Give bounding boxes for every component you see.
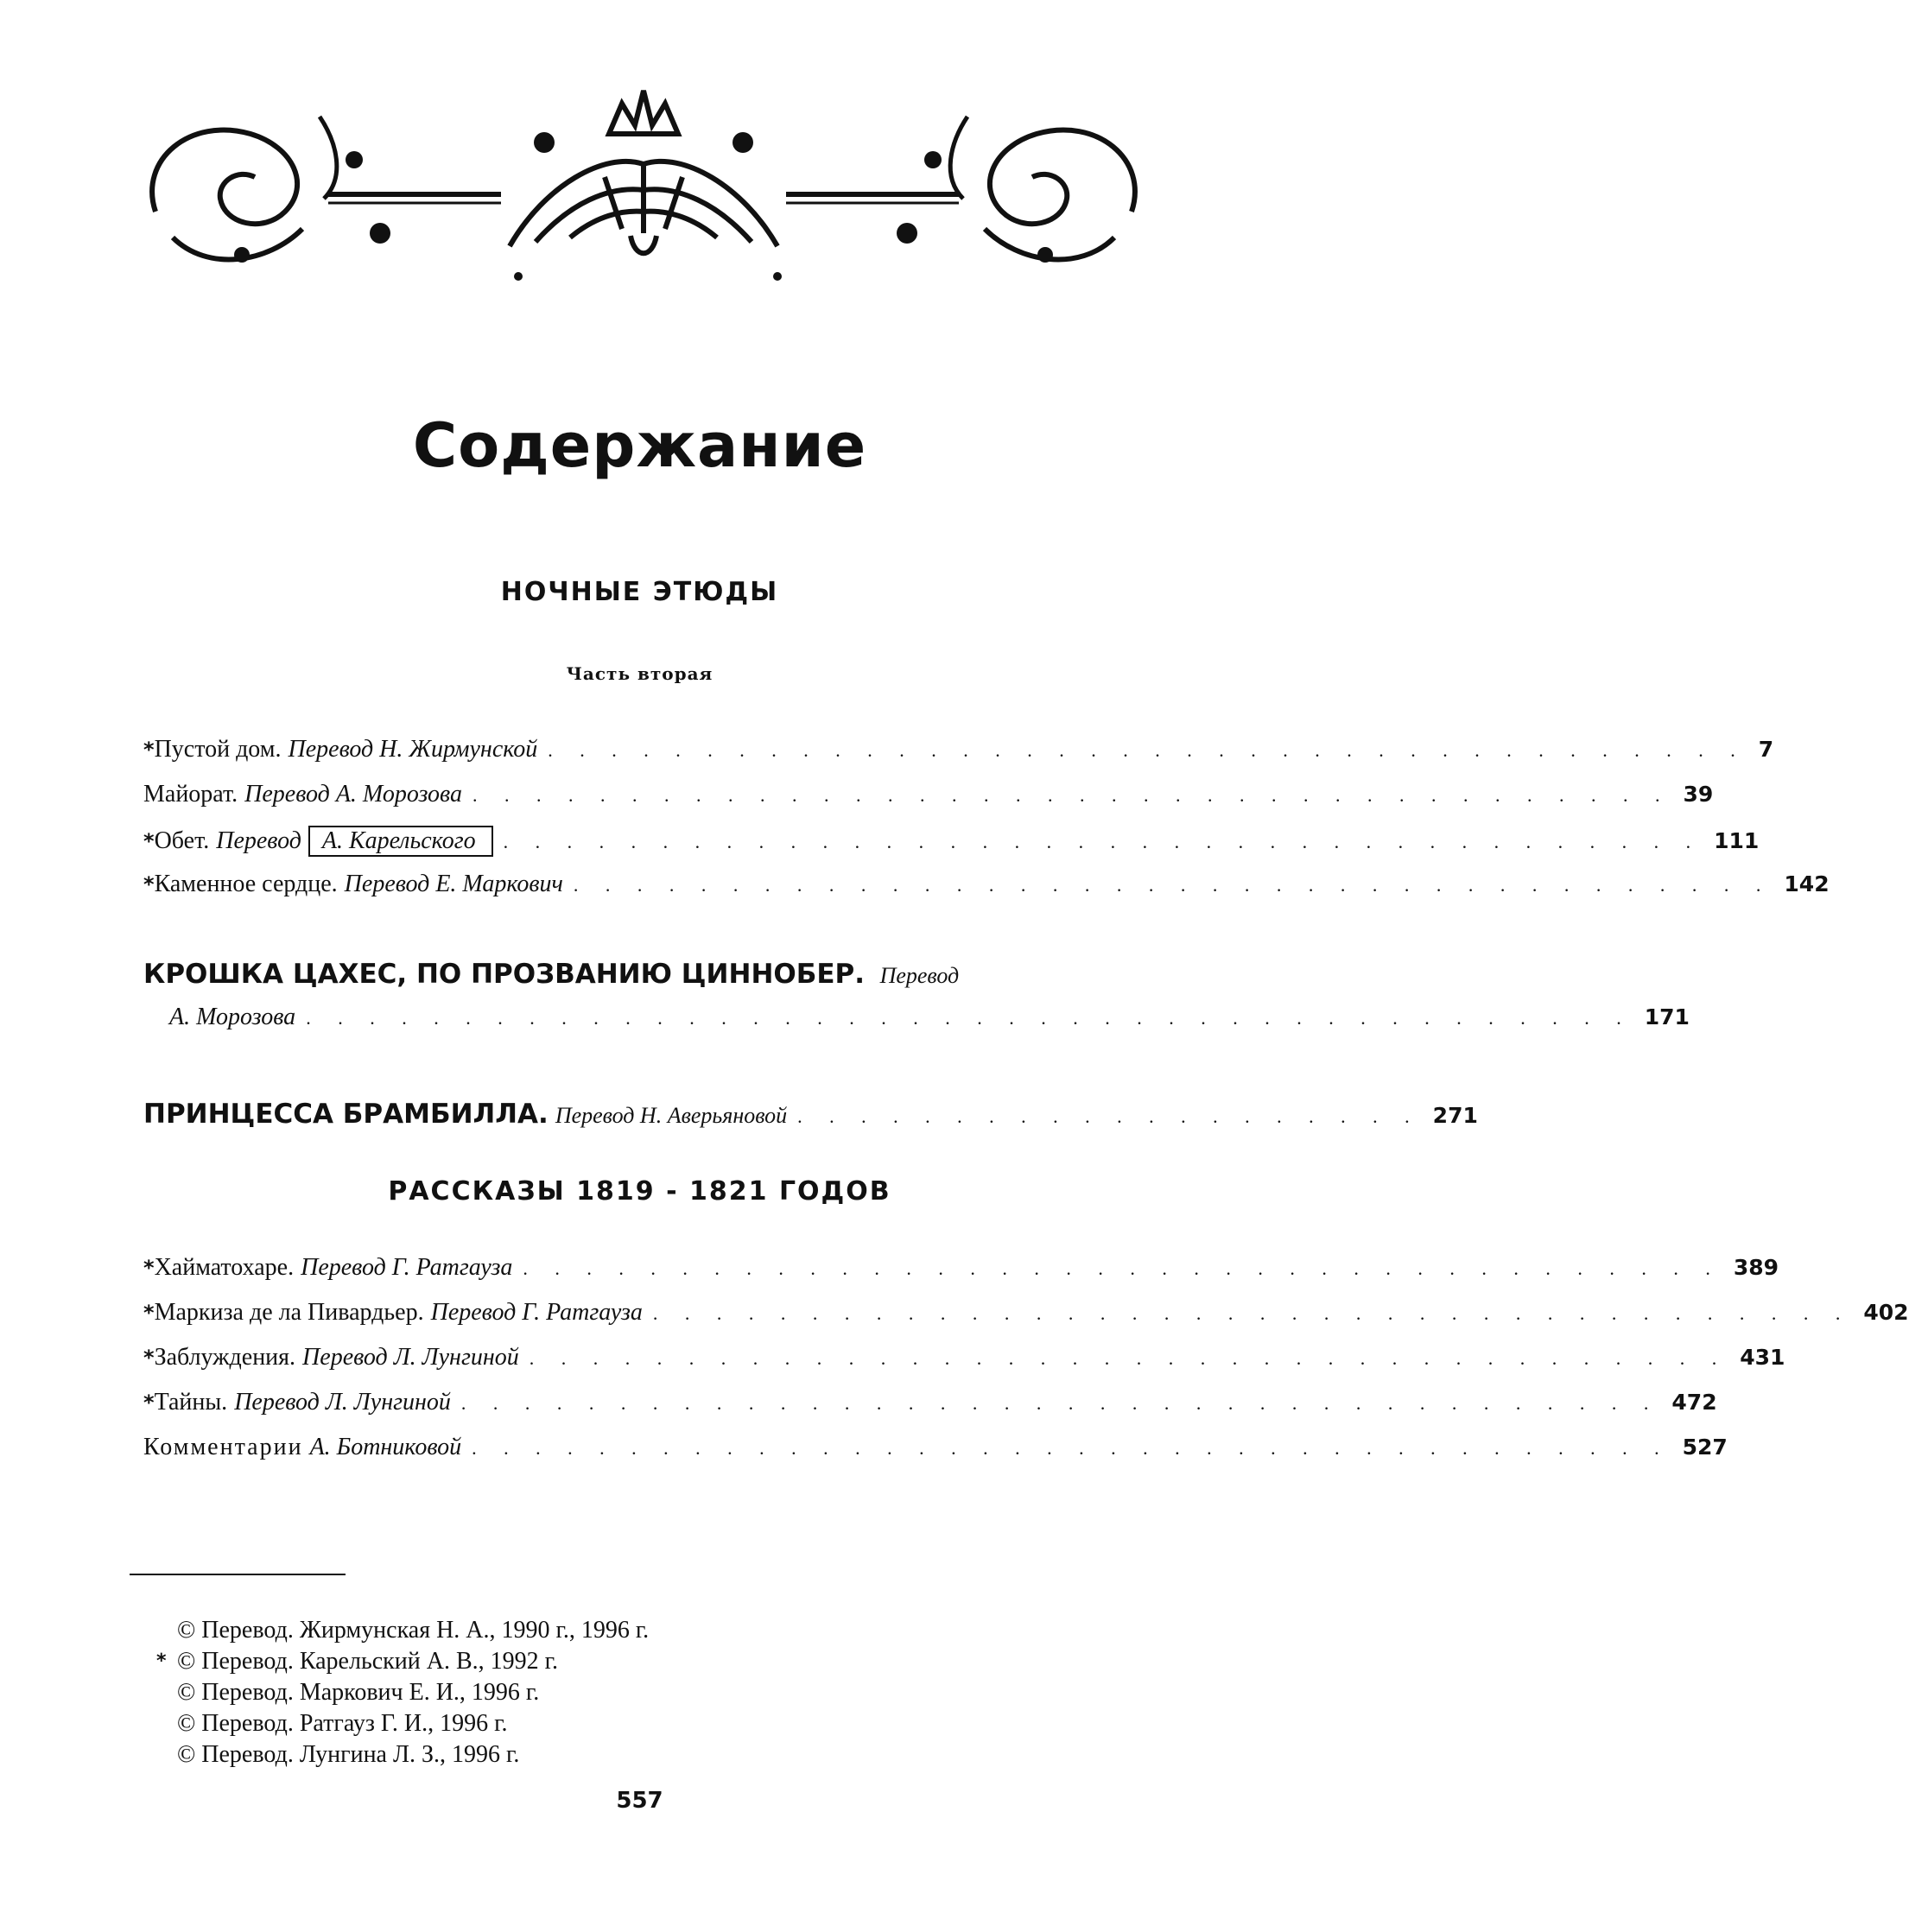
- entry-page: 171: [1644, 1004, 1690, 1029]
- toc-entry[interactable]: [143, 781, 1714, 815]
- copyright-line: [177, 1739, 649, 1770]
- copyright-text: © Перевод. Ратгауз Г. И., 1996 г.: [177, 1710, 508, 1737]
- dot-leader: . . . . . . . . . . . . . . . . . . . . . . . . . . . . . . . . . . . . . .: [548, 739, 1747, 761]
- entry-translator: Перевод Г. Ратгауза: [301, 1254, 513, 1281]
- entry-title: Каменное сердце.: [154, 871, 338, 897]
- dot-leader: . . . . . . . . . . . . . . . . . . . . . . . . . . . . . . . . . . . . . .: [472, 784, 1671, 806]
- entry-page: 389: [1733, 1255, 1779, 1280]
- entry-page: 142: [1784, 871, 1830, 896]
- section-heading-stories: РАССКАЗЫ 1819 - 1821 ГОДОВ: [388, 1176, 891, 1207]
- entry-page: 527: [1682, 1435, 1728, 1460]
- entry-marker: *: [143, 738, 155, 762]
- toc-entry[interactable]: [143, 1344, 1785, 1378]
- page-title: Содержание: [412, 410, 867, 481]
- entry-page: 472: [1671, 1390, 1717, 1415]
- copyright-line: [177, 1708, 649, 1739]
- toc-entry-zaches-title-line[interactable]: [143, 959, 1145, 990]
- toc-entry-zaches[interactable]: [169, 1004, 1690, 1038]
- dot-leader: . . . . . . . . . . . . . . . . . . . . . . . . . . . . . . . . . . . . . . . . . .: [306, 1007, 1633, 1029]
- section-heading-night-pieces: НОЧНЫЕ ЭТЮДЫ: [500, 577, 779, 607]
- entry-title: Майорат.: [143, 781, 238, 808]
- entry-title: ПРИНЦЕССА БРАМБИЛЛА.: [143, 1099, 549, 1130]
- dot-leader: . . . . . . . . . . . . . . . . . . . . . . . . . . . . . . . . . . . . . .: [503, 831, 1703, 852]
- entry-marker: *: [143, 1390, 155, 1415]
- copyright-line: [177, 1615, 649, 1646]
- entry-translator: А. Морозова: [169, 1004, 296, 1030]
- copyright-text: © Перевод. Маркович Е. И., 1996 г.: [177, 1679, 540, 1706]
- entry-page: 431: [1740, 1345, 1785, 1370]
- entry-page: 111: [1714, 828, 1760, 853]
- entry-marker: *: [143, 872, 155, 896]
- entry-title: Тайны.: [154, 1389, 228, 1416]
- entry-translator-prefix: Перевод: [879, 963, 960, 988]
- entry-marker: *: [143, 1301, 155, 1325]
- toc-entry[interactable]: [143, 1299, 1909, 1333]
- copyright-text: © Перевод. Лунгина Л. З., 1996 г.: [177, 1741, 520, 1768]
- entry-marker: *: [143, 829, 155, 853]
- toc-entry[interactable]: [143, 1254, 1779, 1289]
- dot-leader: . . . . . . . . . . . . . . . . . . . . . . . . . . . . . . . . . . . . . .: [460, 1392, 1660, 1414]
- entry-marker: *: [143, 1256, 155, 1280]
- dot-leader: . . . . . . . . . . . . . . . . . . . .: [797, 1105, 1421, 1127]
- entry-page: 7: [1758, 737, 1774, 762]
- dot-leader: . . . . . . . . . . . . . . . . . . . . . . . . . . . . . . . . . . . . . .: [529, 1347, 1728, 1369]
- entry-title: Заблуждения.: [154, 1344, 296, 1371]
- entry-title: Комментарии: [143, 1434, 303, 1460]
- entry-translator: Перевод А. Морозова: [244, 781, 462, 808]
- page-number: 557: [616, 1788, 663, 1814]
- footnote-rule: [130, 1574, 346, 1575]
- entry-translator: Перевод Л. Лунгиной: [234, 1389, 451, 1416]
- toc-entry-commentary[interactable]: [143, 1434, 1728, 1468]
- copyright-line: [177, 1677, 649, 1708]
- toc-entry-brambilla[interactable]: [143, 1099, 1478, 1133]
- entry-title: КРОШКА ЦАХЕС, ПО ПРОЗВАНИЮ ЦИННОБЕР.: [143, 959, 866, 990]
- toc-entry[interactable]: [143, 871, 1830, 905]
- dot-leader: . . . . . . . . . . . . . . . . . . . . . . . . . . . . . . . . . . . . . .: [523, 1257, 1722, 1279]
- entry-title: Пустой дом.: [154, 736, 282, 763]
- section-subheading: Часть вторая: [566, 663, 713, 684]
- entry-title: Хайматохаре.: [154, 1254, 295, 1281]
- entry-translator: Перевод Л. Лунгиной: [302, 1344, 519, 1371]
- decorative-ornament-header: [138, 82, 1149, 307]
- dot-leader: . . . . . . . . . . . . . . . . . . . . . . . . . . . . . . . . . . . . . .: [472, 1437, 1671, 1459]
- copyright-notices: [156, 1615, 650, 1770]
- copyright-line: [156, 1646, 649, 1677]
- entry-translator: Перевод Н. Аверьяновой: [555, 1103, 788, 1128]
- copyright-marker: *: [156, 1650, 167, 1672]
- entry-translator: Перевод Н. Жирмунской: [288, 736, 538, 763]
- dot-leader: . . . . . . . . . . . . . . . . . . . . . . . . . . . . . . . . . . . . . .: [652, 1302, 1852, 1324]
- toc-entry[interactable]: [143, 1389, 1717, 1423]
- entry-translator: Перевод Г. Ратгауза: [430, 1299, 643, 1326]
- entry-title: Обет.: [154, 827, 210, 854]
- entry-marker: *: [143, 1346, 155, 1370]
- dot-leader: . . . . . . . . . . . . . . . . . . . . . . . . . . . . . . . . . . . . . .: [573, 874, 1773, 896]
- toc-entry[interactable]: [143, 736, 1774, 770]
- copyright-text: © Перевод. Жирмунская Н. А., 1990 г., 1996 г.: [177, 1617, 650, 1644]
- entry-page: 39: [1683, 782, 1714, 807]
- entry-translator: Перевод Е. Маркович: [344, 871, 563, 897]
- entry-page: 271: [1432, 1103, 1478, 1128]
- entry-translator: А. Ботниковой: [309, 1434, 462, 1460]
- entry-translator-prefix: Перевод: [216, 827, 301, 854]
- entry-title: Маркиза де ла Пивардьер.: [154, 1299, 424, 1326]
- copyright-text: © Перевод. Карельский А. В., 1992 г.: [177, 1648, 558, 1675]
- entry-translator-highlighted: А. Карельского: [308, 826, 493, 857]
- toc-entry[interactable]: [143, 826, 1760, 860]
- entry-page: 402: [1863, 1300, 1909, 1325]
